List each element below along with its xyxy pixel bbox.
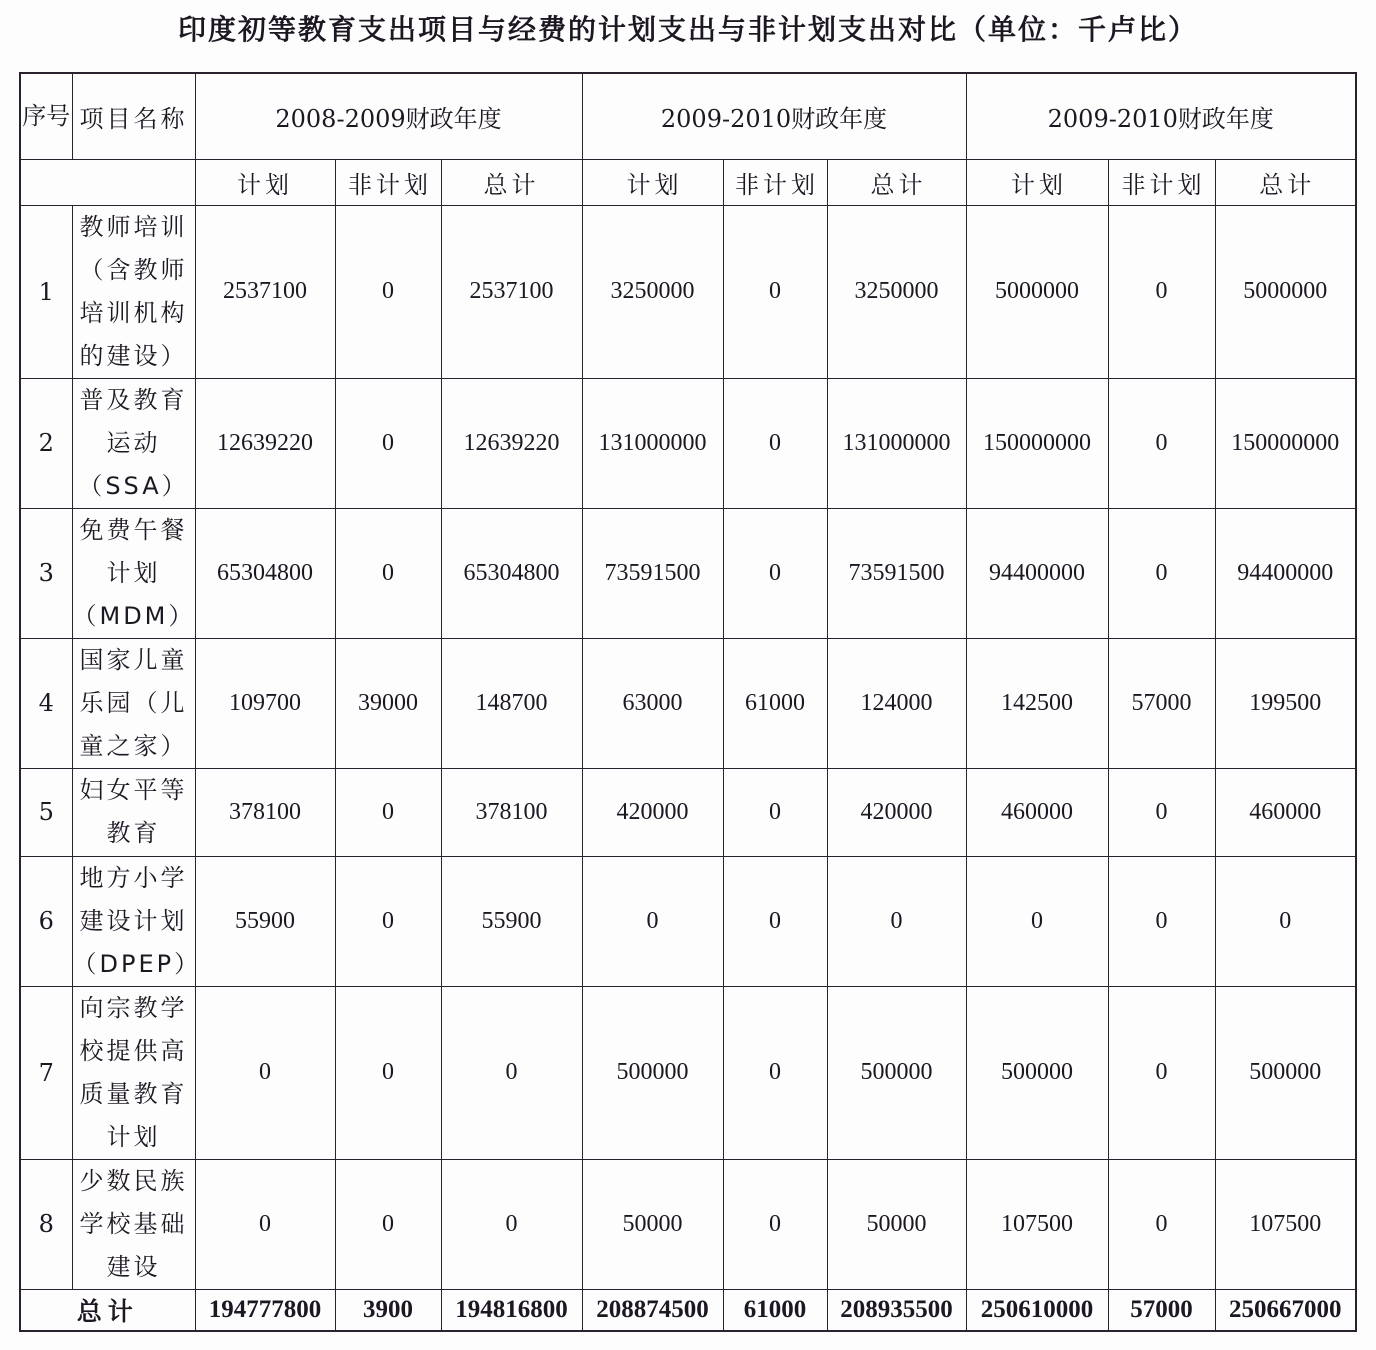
row-value-cell: 0: [1108, 508, 1215, 638]
row-value-cell: 0: [195, 986, 335, 1159]
row-value-cell: 63000: [582, 638, 723, 768]
header-plan: 计划: [582, 159, 723, 205]
row-project-name: 妇女平等教育: [72, 768, 195, 856]
row-value-cell: 0: [723, 205, 827, 378]
row-value-cell: 378100: [195, 768, 335, 856]
total-cell: 208874500: [582, 1289, 723, 1331]
header-total: 总计: [1215, 159, 1356, 205]
header-plan: 计划: [195, 159, 335, 205]
row-value-cell: 2537100: [441, 205, 582, 378]
row-value-cell: 0: [335, 205, 441, 378]
row-value-cell: 0: [1215, 856, 1356, 986]
row-value-cell: 0: [441, 1159, 582, 1289]
row-value-cell: 0: [723, 768, 827, 856]
row-value-cell: 150000000: [966, 378, 1108, 508]
row-value-cell: 3250000: [582, 205, 723, 378]
row-value-cell: 0: [335, 768, 441, 856]
row-value-cell: 50000: [827, 1159, 966, 1289]
row-value-cell: 57000: [1108, 638, 1215, 768]
total-cell: 3900: [335, 1289, 441, 1331]
row-value-cell: 107500: [1215, 1159, 1356, 1289]
document-title: 印度初等教育支出项目与经费的计划支出与非计划支出对比（单位：千卢比）: [177, 13, 1198, 46]
row-value-cell: 0: [335, 1159, 441, 1289]
row-value-cell: 131000000: [827, 378, 966, 508]
row-value-cell: 3250000: [827, 205, 966, 378]
row-value-cell: 124000: [827, 638, 966, 768]
row-value-cell: 0: [195, 1159, 335, 1289]
row-seq: 2: [20, 378, 72, 508]
row-project-name: 普及教育运动（SSA）: [72, 378, 195, 508]
total-cell: 250610000: [966, 1289, 1108, 1331]
row-value-cell: 109700: [195, 638, 335, 768]
row-seq: 3: [20, 508, 72, 638]
row-value-cell: 55900: [195, 856, 335, 986]
header-plan: 计划: [966, 159, 1108, 205]
table-row: [20, 638, 1356, 768]
row-value-cell: 0: [335, 856, 441, 986]
table-row: [20, 986, 1356, 1159]
total-row: [20, 1289, 1356, 1331]
row-value-cell: 500000: [1215, 986, 1356, 1159]
header-nonplan: 非计划: [723, 159, 827, 205]
total-cell: 57000: [1108, 1289, 1215, 1331]
row-value-cell: 460000: [1215, 768, 1356, 856]
row-value-cell: 0: [335, 378, 441, 508]
row-value-cell: 50000: [582, 1159, 723, 1289]
row-seq: 8: [20, 1159, 72, 1289]
row-seq: 4: [20, 638, 72, 768]
row-value-cell: 0: [1108, 986, 1215, 1159]
row-value-cell: 0: [1108, 1159, 1215, 1289]
row-value-cell: 0: [966, 856, 1108, 986]
row-value-cell: 500000: [827, 986, 966, 1159]
row-seq: 7: [20, 986, 72, 1159]
row-value-cell: 0: [723, 986, 827, 1159]
total-cell: 194777800: [195, 1289, 335, 1331]
row-value-cell: 0: [335, 508, 441, 638]
header-name: 项目名称: [72, 73, 195, 159]
header-seq: 序号: [20, 73, 72, 159]
row-value-cell: 0: [723, 508, 827, 638]
row-value-cell: 65304800: [195, 508, 335, 638]
row-seq: 5: [20, 768, 72, 856]
row-value-cell: 0: [1108, 768, 1215, 856]
row-value-cell: 131000000: [582, 378, 723, 508]
row-value-cell: 148700: [441, 638, 582, 768]
table-row: [20, 508, 1356, 638]
header-total: 总计: [827, 159, 966, 205]
row-value-cell: 460000: [966, 768, 1108, 856]
total-label: 总计: [20, 1289, 195, 1331]
row-value-cell: 12639220: [441, 378, 582, 508]
row-value-cell: 73591500: [827, 508, 966, 638]
header-total: 总计: [441, 159, 582, 205]
table-row: [20, 378, 1356, 508]
row-value-cell: 150000000: [1215, 378, 1356, 508]
row-project-name: 地方小学建设计划（DPEP）: [72, 856, 195, 986]
header-blank: [20, 159, 195, 205]
row-project-name: 向宗教学校提供高质量教育计划: [72, 986, 195, 1159]
row-project-name: 少数民族学校基础建设: [72, 1159, 195, 1289]
table-row: [20, 768, 1356, 856]
table-row: [20, 856, 1356, 986]
row-value-cell: 0: [335, 986, 441, 1159]
row-value-cell: 420000: [582, 768, 723, 856]
table-row: [20, 205, 1356, 378]
row-value-cell: 0: [582, 856, 723, 986]
header-row-sub: [20, 159, 1356, 205]
row-value-cell: 199500: [1215, 638, 1356, 768]
row-value-cell: 94400000: [966, 508, 1108, 638]
row-value-cell: 378100: [441, 768, 582, 856]
row-value-cell: 500000: [582, 986, 723, 1159]
expenditure-table: [19, 72, 1357, 1332]
row-value-cell: 0: [723, 1159, 827, 1289]
row-value-cell: 94400000: [1215, 508, 1356, 638]
total-cell: 194816800: [441, 1289, 582, 1331]
row-seq: 6: [20, 856, 72, 986]
header-nonplan: 非计划: [1108, 159, 1215, 205]
header-year-1: 2008-2009财政年度: [195, 73, 582, 159]
row-project-name: 免费午餐计划（MDM）: [72, 508, 195, 638]
row-value-cell: 0: [1108, 205, 1215, 378]
table-row: [20, 1159, 1356, 1289]
header-year-3: 2009-2010财政年度: [966, 73, 1356, 159]
row-value-cell: 73591500: [582, 508, 723, 638]
row-value-cell: 61000: [723, 638, 827, 768]
row-value-cell: 5000000: [1215, 205, 1356, 378]
row-value-cell: 107500: [966, 1159, 1108, 1289]
row-value-cell: 55900: [441, 856, 582, 986]
total-cell: 250667000: [1215, 1289, 1356, 1331]
row-value-cell: 0: [1108, 378, 1215, 508]
header-year-2: 2009-2010财政年度: [582, 73, 966, 159]
header-nonplan: 非计划: [335, 159, 441, 205]
row-project-name: 教师培训（含教师培训机构的建设）: [72, 205, 195, 378]
row-value-cell: 0: [1108, 856, 1215, 986]
row-value-cell: 0: [441, 986, 582, 1159]
row-value-cell: 2537100: [195, 205, 335, 378]
row-value-cell: 65304800: [441, 508, 582, 638]
row-value-cell: 420000: [827, 768, 966, 856]
row-value-cell: 0: [723, 856, 827, 986]
row-project-name: 国家儿童乐园（儿童之家）: [72, 638, 195, 768]
total-cell: 208935500: [827, 1289, 966, 1331]
header-row-years: [20, 73, 1356, 159]
row-value-cell: 0: [723, 378, 827, 508]
row-seq: 1: [20, 205, 72, 378]
row-value-cell: 500000: [966, 986, 1108, 1159]
row-value-cell: 5000000: [966, 205, 1108, 378]
total-cell: 61000: [723, 1289, 827, 1331]
row-value-cell: 142500: [966, 638, 1108, 768]
row-value-cell: 12639220: [195, 378, 335, 508]
row-value-cell: 0: [827, 856, 966, 986]
row-value-cell: 39000: [335, 638, 441, 768]
